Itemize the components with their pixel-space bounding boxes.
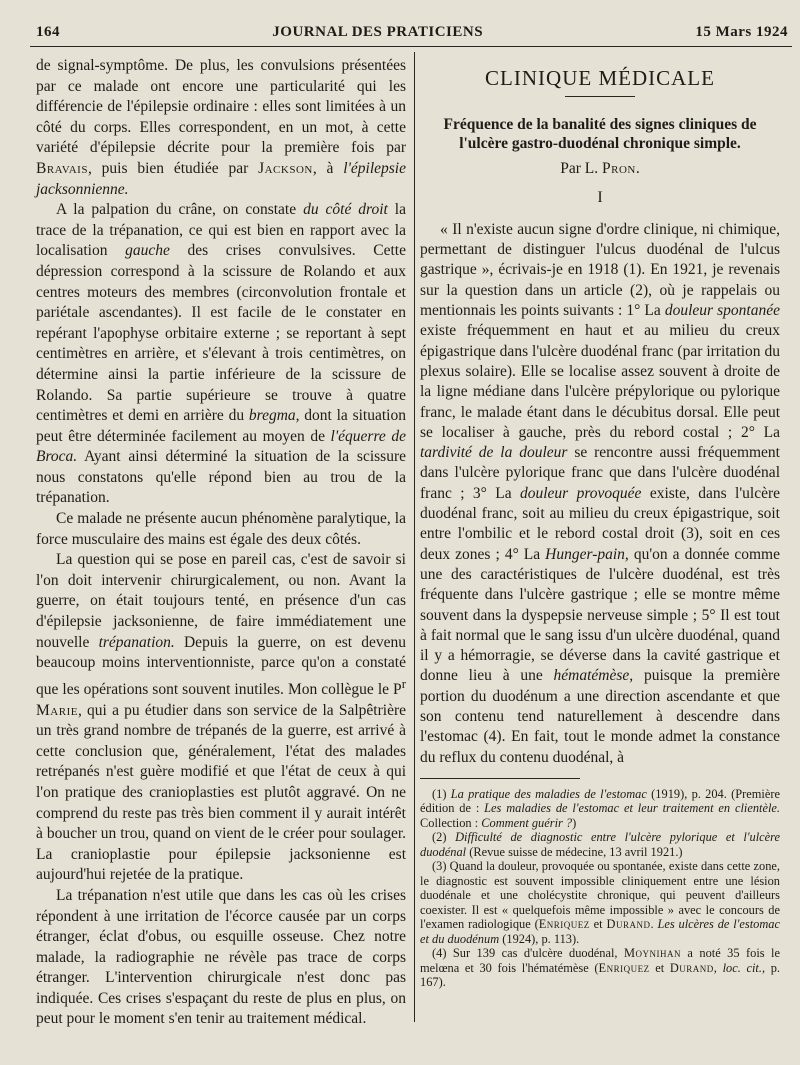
paragraph: La question qui se pose en pareil cas, c'est de savoir si l'on doit intervenir chirurgicalement, ou non. Avant la guerre, on était toujours tenté, en présence d'un cas d'épilepsie jacksonienne, de faire immédiatement une nouvelle trépanation. Depuis la guerre, on est devenu beaucoup moins interventionniste, parce qu'on a constaté que les opérations sont souvent inutiles. Mon collègue le $P^r$ Marie, qui a pu étudier dans son service de la Salpêtrière un très grand nombre de trépanés de la guerre, est arrivé à cette conclusion que, généralement, l'état des malades retrépanés n'est guère modifié et que l'état de ceux à qui l'on pratique des cranioplasties est plutôt aggravé. On ne comprend du reste pas très bien comment il y aurait intérêt à boucher un trou, quand on vient de le créer pour soulager. La cranioplastie pour épilepsie jacksonienne est aujourd'hui rejetée de la pratique.	[36, 551, 406, 884]
journal-title: JOURNAL DES PRATICIENS	[272, 23, 484, 40]
byline: Par L. Pron.	[560, 160, 640, 178]
footnote: (4) Sur 139 cas d'ulcère duodénal, Moynihan a noté 35 fois le melœna et 30 fois l'hématémèse (Enriquez et Durand, loc. cit., p. 167).	[420, 946, 781, 990]
right-column	[420, 64, 780, 990]
paragraph: La trépanation n'est utile que dans les cas où les crises répondent à une irritation de l'écorce causée par un corps étranger, éclat d'obus, ou esquille osseuse. Chez notre malade, la radiographie ne révèle pas trace de corps étranger. L'intervention chirurgicale n'est donc pas indiquée. Ces crises s'espaçant du reste de plus en plus, on peut pour le moment s'en tenir au traitement médical.	[36, 886, 406, 1028]
running-header	[36, 20, 788, 44]
section-heading: CLINIQUE MÉDICALE	[485, 66, 715, 90]
footnote-rule	[420, 778, 580, 779]
left-column	[36, 56, 406, 1030]
paragraph: de signal-symptôme. De plus, les convulsions présentées par ce malade ont encore une particularité qui les différencie de l'épilepsie ordinaire : elles sont limitées à un côté du corps. Elles correspondent, en un mot, à cette variété d'épilepsie décrite pour la première fois par Bravais, puis bien étudiée par Jackson, à l'épilepsie jacksonnienne.	[36, 57, 406, 198]
paragraph: « Il n'existe aucun signe d'ordre clinique, ni chimique, permettant de distinguer l'ulcus duodénal de l'ulcus gastrique », écrivais-je en 1918 (1). En 1921, je revenais sur la question dans un article (2), où je rappelais ou mentionnais les points suivants : 1° La douleur spontanée existe fréquemment en haut et au milieu du creux épigastrique dans l'ulcère duodénal franc (par irritation du plexus solaire). Elle se localise assez souvent à droite de la ligne médiane dans l'ulcère prépylorique ou pylorique franc, le malade étant dans le décubitus dorsal. Elle peut se localiser à gauche, près du rebord costal ; 2° La tardivité de la douleur se rencontre aussi fréquemment dans l'ulcère pylorique franc que dans l'ulcère duodénal franc ; 3° La douleur provoquée existe, dans l'ulcère duodénal franc, soit au milieu du creux épigastrique, soit entre l'ombilic et le rebord costal droit (3), soit en ces deux zones ; 4° La Hunger-pain, qu'on a donnée comme une des caractéristiques de l'ulcère duodénal, est très fréquente dans l'ulcère gastrique ; elle se montre même souvent dans la dyspepsie nerveuse simple ; 5° Il est tout à fait normal que le sang issu d'un ulcère duodénal, quand il y a hémorragie, se déverse dans la cavité gastrique et donne lieu à une hématémèse, puisque la première portion du duodénum a une direction ascendante et que son contenu tend naturellement à descendre dans l'estomac (4). En fait, tout le monde admet la constance du reflux du contenu duodénal, à	[420, 220, 780, 766]
page-number: 164	[36, 23, 60, 40]
author-name: Bravais	[36, 159, 88, 177]
author-name: Marie	[36, 701, 78, 719]
author-name: Jackson	[258, 159, 313, 177]
header-rule	[30, 46, 792, 47]
footnote: (2) Difficulté de diagnostic entre l'ulcère pylorique et l'ulcère duodénal (Revue suisse de médecine, 13 avril 1921.)	[420, 830, 781, 859]
footnote: (3) Quand la douleur, provoquée ou spontanée, existe dans cette zone, le diagnostic est souvent impossible cliniquement entre une lésion duodénale et une cholécystite chronique, qui peuvent d'ailleurs coexister. Il est « quelquefois même impossible » avec le concours de l'examen radiologique (Enriquez et Durand. Les ulcères de l'estomac et du duodénum (1924), p. 113).	[420, 859, 781, 946]
footnotes	[420, 787, 780, 990]
paragraph: Ce malade ne présente aucun phénomène paralytique, la force musculaire des mains est égale des deux côtés.	[36, 510, 406, 548]
title-rule	[565, 96, 635, 97]
issue-date: 15 Mars 1924	[695, 23, 788, 40]
article-title: Fréquence de la banalité des signes cliniques de l'ulcère gastro-duodénal chronique simple.	[443, 116, 757, 153]
paragraph: A la palpation du crâne, on constate du côté droit la trace de la trépanation, ce qui est bien en rapport avec la localisation gauche des crises convulsives. Cette dépression correspond à la scissure de Rolando et aux centres moteurs des membres (circonvolution frontale et pariétale ascendantes). Il est facile de le constater en repérant l'apophyse orbitaire externe ; se reportant à sept centimètres en arrière, et s'élevant à trois centimètres, on détermine ainsi la partie inférieure de la scissure de Rolando. Sa partie supérieure se trouve à quatre centimètres et demi en arrière du bregma, dont la situation peut être déterminée facilement au moyen de l'équerre de Broca. Ayant ainsi déterminé la situation de la scissure nous constatons qu'elle répond bien au trou de la trépanation.	[36, 201, 406, 507]
footnote: (1) La pratique des maladies de l'estomac (1919), p. 204. (Première édition de : Les maladies de l'estomac et leur traitement en clientèle. Collection : Comment guérir ?)	[420, 786, 781, 830]
section-number: I	[597, 188, 603, 206]
column-divider	[414, 52, 415, 1022]
